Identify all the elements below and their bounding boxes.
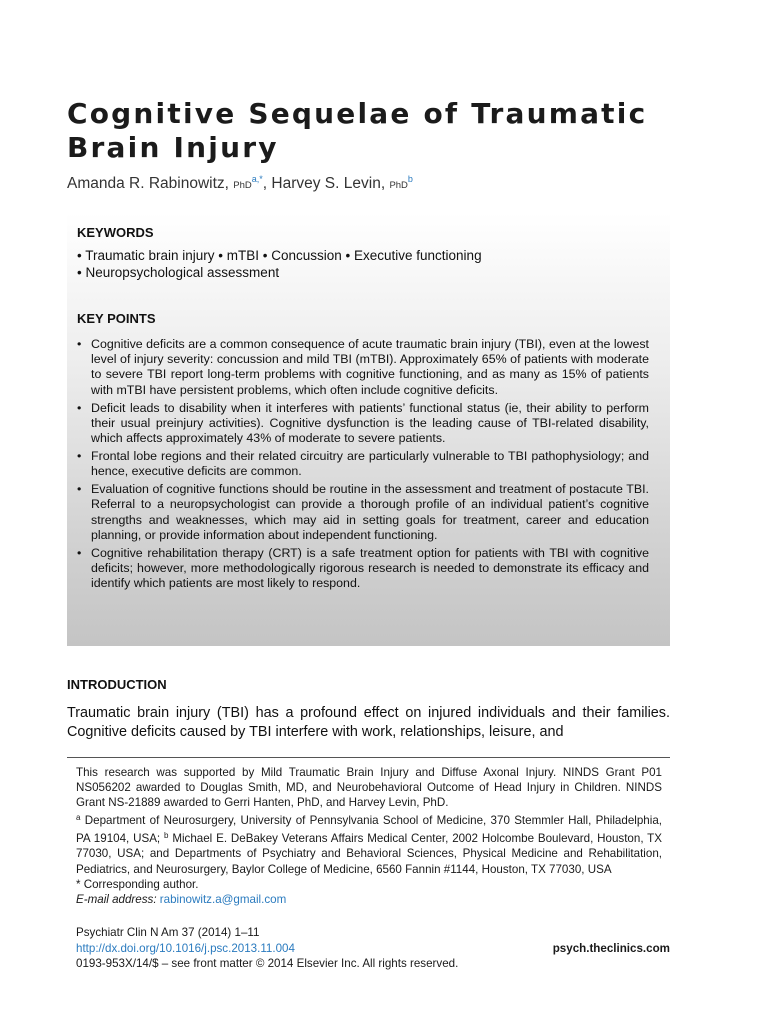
footnote	[76, 765, 662, 907]
footnote-divider	[67, 757, 670, 758]
email-line	[76, 892, 662, 907]
author-affiliation-mark[interactable]: b	[407, 174, 413, 184]
author-affiliation-mark[interactable]: a,*	[251, 174, 263, 184]
doi-link[interactable]: http://dx.doi.org/10.1016/j.psc.2013.11.004	[76, 941, 295, 955]
key-point-item: • Cognitive rehabilitation therapy (CRT) is a safe treatment option for patients with TBI with cognitive deficits; however, more methodologically rigorous research is needed to demonstrate its efficacy and identify which patients are most likely to respond.	[77, 546, 649, 592]
affiliation-b: Michael E. DeBakey Veterans Affairs Medical Center, 2002 Holcombe Boulevard, Houston, TX 77030, USA; and Departments of Psychiatry and Behavioral Sciences, Physical Medicine and Rehabilitation, Pediatrics, and Neurosurgery, Baylor College of Medicine, 6560 Fannin #1144, Houston, TX 77030, USA	[76, 832, 662, 876]
journal-url[interactable]: psych.theclinics.com	[552, 941, 670, 955]
email-label: E-mail address:	[76, 892, 157, 906]
key-point-item: • Evaluation of cognitive functions should be routine in the assessment and treatment of postacute TBI. Referral to a neuropsychologist can provide a thorough profile of an individual patient’s cognitive strengths and weaknesses, which may aid in setting goals for treatment, career and education planning, or provide information about independent functioning.	[77, 482, 649, 543]
copyright-line: 0193-953X/14/$ – see front matter © 2014 Elsevier Inc. All rights reserved.	[76, 957, 459, 970]
keywords-keypoints-box	[67, 212, 670, 646]
page-footer	[76, 925, 670, 972]
introduction-heading: INTRODUCTION	[67, 677, 167, 692]
author-name: Amanda R. Rabinowitz,	[67, 175, 229, 192]
email-link[interactable]: rabinowitz.a@gmail.com	[159, 892, 287, 906]
corresponding-author-note: * Corresponding author.	[76, 877, 199, 891]
article-title: Cognitive Sequelae of Traumatic Brain Injury	[67, 96, 648, 164]
introduction-paragraph: Traumatic brain injury (TBI) has a profound effect on injured individuals and their families. Cognitive deficits caused by TBI interfere with work, relationships, leisure, and	[67, 705, 670, 740]
key-point-item: • Deficit leads to disability when it interferes with patients’ functional status (ie, their ability to perform their usual preinjury activities). Cognitive dysfunction is the leading cause of TBI-related disability, which affects approximately 43% of moderate to severe patients.	[77, 401, 649, 447]
key-point-item: • Cognitive deficits are a common consequence of acute traumatic brain injury (TBI), even at the lowest level of injury severity: concussion and mild TBI (mTBI). Approximately 65% of patients with moderate to severe TBI report long-term problems with cognitive functioning, and as many as 15% of patients with mTBI have persistent problems, which often include cognitive deficits.	[77, 337, 649, 398]
key-points-heading: KEY POINTS	[77, 311, 156, 326]
author-degree: PhD	[233, 180, 252, 191]
author-name: Harvey S. Levin,	[271, 175, 386, 192]
affiliation-a: Department of Neurosurgery, University of Pennsylvania School of Medicine, 370 Stemmler Hall, Philadelphia, PA 19104, USA;	[76, 814, 662, 846]
keywords-line: • Traumatic brain injury • mTBI • Concussion • Executive functioning	[77, 248, 482, 263]
funding-note: This research was supported by Mild Traumatic Brain Injury and Diffuse Axonal Injury. NINDS Grant P01 NS056202 awarded to Douglas Smith, MD, and Neurobehavioral Outcome of Head Injury in Children. NINDS Grant NS-21889 awarded to Gerri Hanten, PhD, and Harvey Levin, PhD.	[76, 766, 662, 810]
key-point-item: • Frontal lobe regions and their related circuitry are particularly vulnerable to TBI pathophysiology; and hence, executive deficits are common.	[77, 449, 649, 479]
author-degree: PhD	[389, 180, 408, 191]
key-points-list	[77, 337, 649, 594]
affiliations	[76, 810, 662, 876]
author-line: Amanda R. Rabinowitz, PhD$^{a,*}$, Harvey S. Levin, PhD$^b$	[67, 174, 413, 192]
keywords-line: • Neuropsychological assessment	[77, 265, 280, 280]
journal-citation: Psychiatr Clin N Am 37 (2014) 1–11	[76, 926, 260, 939]
affiliation-a-mark: a	[76, 813, 81, 823]
keywords-heading: KEYWORDS	[77, 225, 154, 240]
affiliation-b-mark: b	[164, 831, 169, 841]
